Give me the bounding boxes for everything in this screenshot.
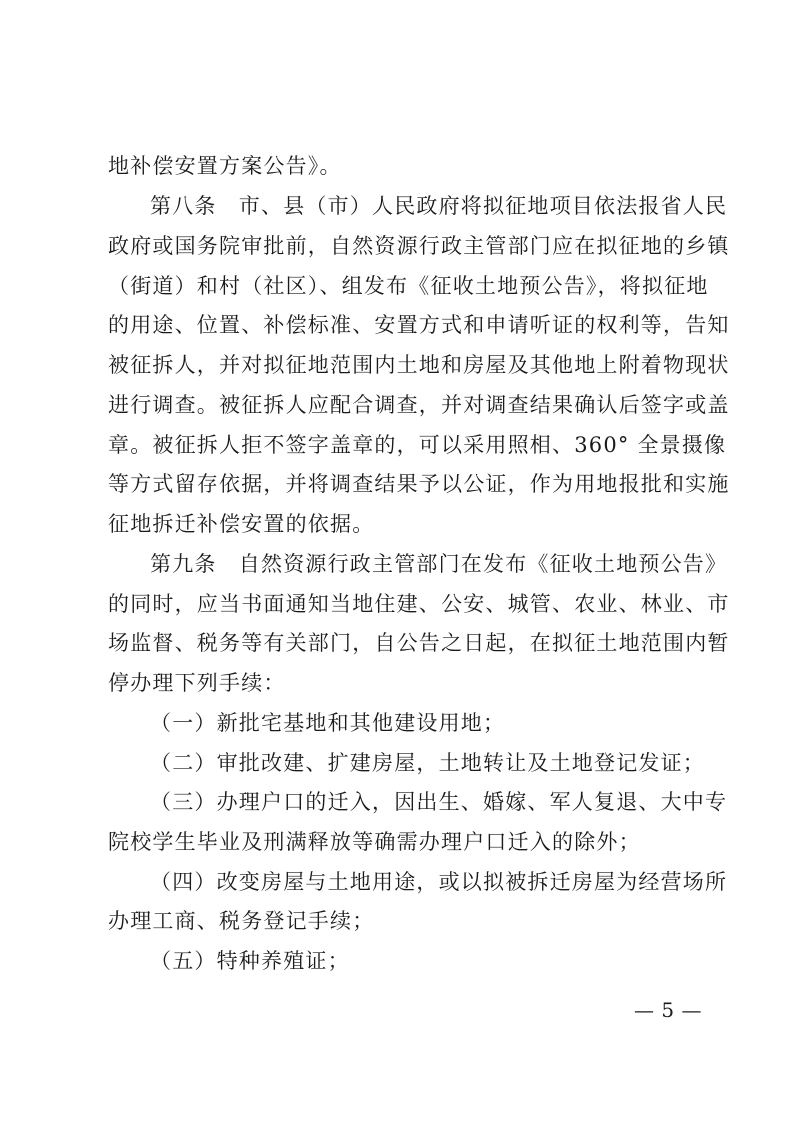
paragraph-line: （街道）和村（社区）、组发布《征收土地预公告》，将拟征地 (108, 274, 709, 298)
list-item: （一）新批宅基地和其他建设用地； (150, 711, 506, 735)
paragraph-line: 进行调查。被征拆人应配合调查，并对调查结果确认后签字或盖 (108, 393, 730, 417)
paragraph-line: 征地拆迁补偿安置的依据。 (108, 512, 375, 536)
list-item-continuation: 办理工商、税务登记手续； (108, 909, 375, 933)
paragraph-line: 政府或国务院审批前，自然资源行政主管部门应在拟征地的乡镇 (108, 234, 730, 258)
paragraph-line: 等方式留存依据，并将调查结果予以公证，作为用地报批和实施 (108, 472, 730, 496)
paragraph-line: 被征拆人，并对拟征地范围内土地和房屋及其他地上附着物现状 (108, 353, 730, 377)
article-9-heading-line: 第九条 自然资源行政主管部门在发布《征收土地预公告》 (150, 552, 728, 576)
paragraph-line: 地补偿安置方案公告》。 (108, 154, 342, 178)
list-item: （二）审批改建、扩建房屋，土地转让及土地登记发证； (150, 751, 705, 775)
paragraph-line: 停办理下列手续： (108, 671, 286, 695)
article-8-heading-line: 第八条 市、县（市）人民政府将拟征地项目依法报省人民 (150, 194, 728, 218)
paragraph-line: 的用途、位置、补偿标准、安置方式和申请听证的权利等，告知 (108, 313, 730, 337)
page-number: — 5 — (634, 998, 702, 1022)
list-item: （三）办理户口的迁入，因出生、婚嫁、军人复退、大中专 (150, 790, 728, 814)
list-item: （五）特种养殖证； (150, 949, 350, 973)
list-item: （四）改变房屋与土地用途，或以拟被拆迁房屋为经营场所 (150, 870, 728, 894)
paragraph-line: 场监督、税务等有关部门，自公告之日起，在拟征土地范围内暂 (108, 631, 730, 655)
list-item-continuation: 院校学生毕业及刑满释放等确需办理户口迁入的除外； (108, 830, 641, 854)
paragraph-line: 章。被征拆人拒不签字盖章的，可以采用照相、360° 全景摄像 (108, 433, 727, 457)
paragraph-line: 的同时，应当书面通知当地住建、公安、城管、农业、林业、市 (108, 592, 730, 616)
